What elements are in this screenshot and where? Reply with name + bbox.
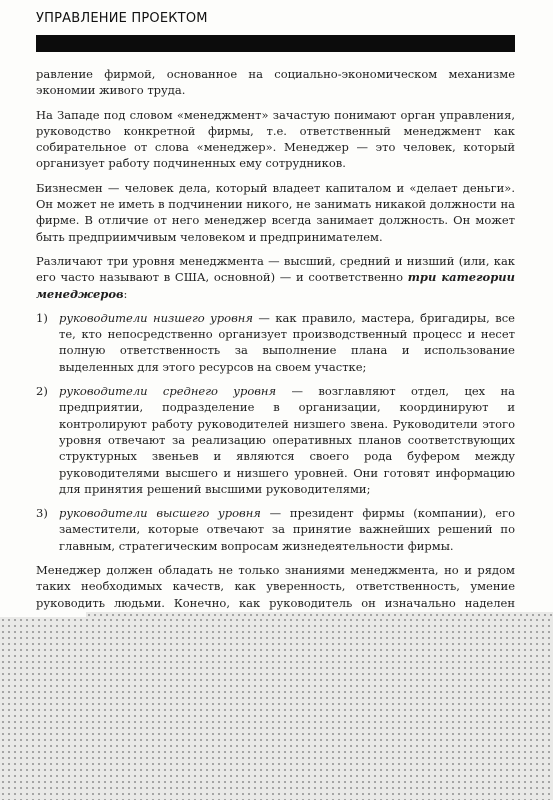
list-item-term: руководители низшего уровня	[59, 310, 253, 325]
list-item-text: — президент фирмы (компании), его заместители, которые отвечают за принятие важнейших решений по главным, стратегическим вопросам жизнедеятельности фирмы.	[59, 506, 515, 553]
header-rule	[36, 35, 515, 52]
list-item-text: — возглавляют отдел, цех на предприятии, подразделение в организации, координируют и контролируют работу руководителей низшего звена. Руководители этого уровня отвечают за реализацию оперативных планов соответствующих структурных звеньев и являются своего рода буфером между руководителями высшего и низшего уровней. Они готовят информацию для принятия решений высшими руководителями;	[59, 384, 515, 496]
list-item	[36, 310, 515, 375]
list-item	[36, 505, 515, 554]
paragraph-1: равление фирмой, основанное на социально-экономическом механизме экономии живого труда.	[36, 67, 515, 98]
list-item	[36, 383, 515, 497]
paragraph-3: Бизнесмен — человек дела, который владеет капиталом и «делает деньги». Он может не иметь в подчинении никого, не занимать никакой должности на фирме. В отличие от него менеджер всегда занимает должность. Он может быть предприимчивым человеком и предпринимателем.	[36, 180, 515, 244]
running-header: УПРАВЛЕНИЕ ПРОЕКТОМ	[36, 11, 208, 26]
list-item-term: руководители высшего уровня	[59, 506, 261, 521]
list-item-text: — как правило, мастера, бригадиры, все те, кто непосредственно организует производственный процесс и несет полную ответственность за выполнение плана и использование выделенных для этого ресурсов на своем участке;	[59, 310, 515, 374]
manager-levels-list	[36, 310, 515, 554]
paragraph-5: Менеджер должен обладать не только знаниями менеджмента, но и рядом таких необходимых качеств, как уверенность, ответственность, умение руководить людьми. Конечно, как руководитель он изначально наделен	[36, 563, 515, 610]
paragraph-2: На Западе под словом «менеджмент» зачастую понимают орган управления, руководство конкретной фирмы, т.е. ответственный менеджмент как собирательное от слова «менеджер». Менеджер — это человек, который организует работу подчиненных ему сотрудников.	[36, 107, 515, 171]
paragraph-4-end: :	[123, 286, 128, 301]
list-item-number: 3)	[36, 506, 48, 521]
list-item-number: 2)	[36, 384, 48, 399]
paragraph-4	[36, 253, 515, 302]
preview-mask	[0, 617, 553, 800]
page-text	[36, 66, 515, 668]
list-item-term: руководители среднего уровня	[59, 384, 277, 399]
manager-categories-term: три категории менеджеров	[36, 270, 515, 301]
list-item-number: 1)	[36, 310, 48, 325]
paragraph-4-start: Различают три уровня менеджмента — высший, средний и низший (или, как его часто называют в США, основной) — и соответственно	[36, 253, 515, 285]
